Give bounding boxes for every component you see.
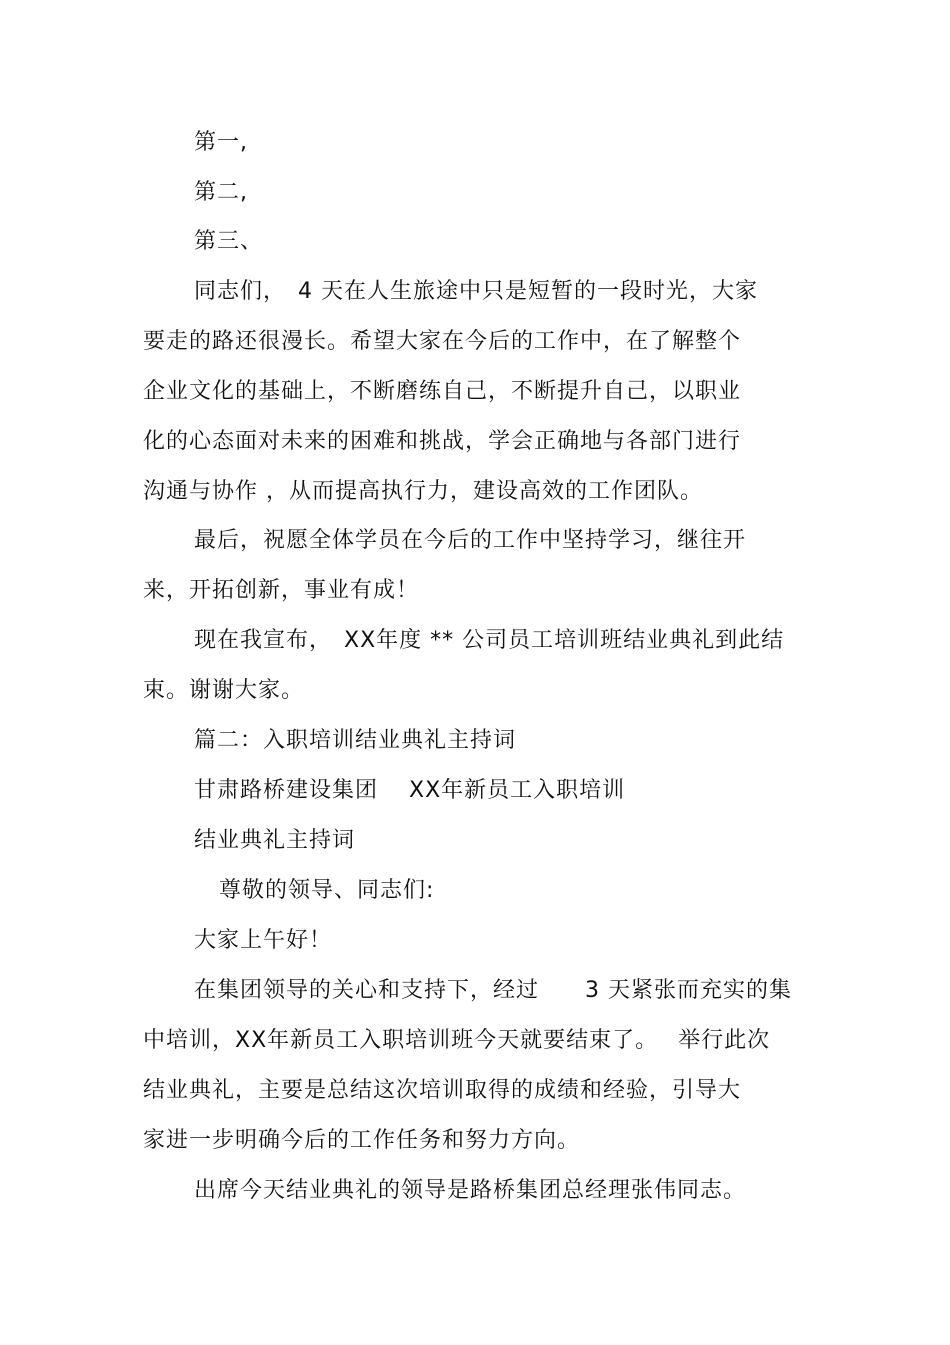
paragraph-line: 化的心态面对未来的困难和挑战，学会正确地与各部门进行 bbox=[143, 429, 742, 454]
paragraph-line: 第一, bbox=[194, 130, 248, 155]
paragraph-line: 出席今天结业典礼的领导是路桥集团总经理张伟同志。 bbox=[194, 1178, 747, 1203]
paragraph-line: 企业文化的基础上，不断磨练自己，不断提升自己，以职业 bbox=[143, 379, 742, 404]
paragraph-line: 第三、 bbox=[194, 229, 264, 254]
paragraph-line: 来，开拓创新，事业有成！ bbox=[143, 578, 420, 603]
paragraph-line: 甘肃路桥建设集团 XX年新员工入职培训 bbox=[194, 778, 626, 803]
paragraph-line: 结业典礼主持词 bbox=[194, 828, 356, 853]
paragraph-line: 家进一步明确今后的工作任务和努力方向。 bbox=[143, 1128, 581, 1153]
paragraph-line: 在集团领导的关心和支持下，经过 3 天紧张而充实的集 bbox=[194, 978, 792, 1003]
paragraph-line: 现在我宣布， XX年度 ** 公司员工培训班结业典礼到此结 bbox=[194, 628, 785, 653]
paragraph-line: 最后，祝愿全体学员在今后的工作中坚持学习，继往开 bbox=[194, 528, 747, 553]
paragraph-line: 要走的路还很漫长。希望大家在今后的工作中，在了解整个 bbox=[143, 329, 742, 354]
paragraph-line: 束。谢谢大家。 bbox=[143, 678, 305, 703]
paragraph-line: 第二, bbox=[194, 180, 248, 205]
paragraph-line: 同志们， 4 天在人生旅途中只是短暂的一段时光，大家 bbox=[194, 279, 758, 304]
paragraph-line: 沟通与协作 ，从而提高执行力，建设高效的工作团队。 bbox=[143, 479, 703, 504]
salutation-line: 尊敬的领导、同志们: bbox=[219, 878, 435, 903]
greeting-line: 大家上午好！ bbox=[194, 928, 333, 953]
paragraph-line: 中培训，XX年新员工入职培训班今天就要结束了。 举行此次 bbox=[143, 1028, 771, 1053]
paragraph-line: 结业典礼，主要是总结这次培训取得的成绩和经验，引导大 bbox=[143, 1078, 742, 1103]
section-heading: 篇二：入职培训结业典礼主持词 bbox=[194, 728, 517, 753]
